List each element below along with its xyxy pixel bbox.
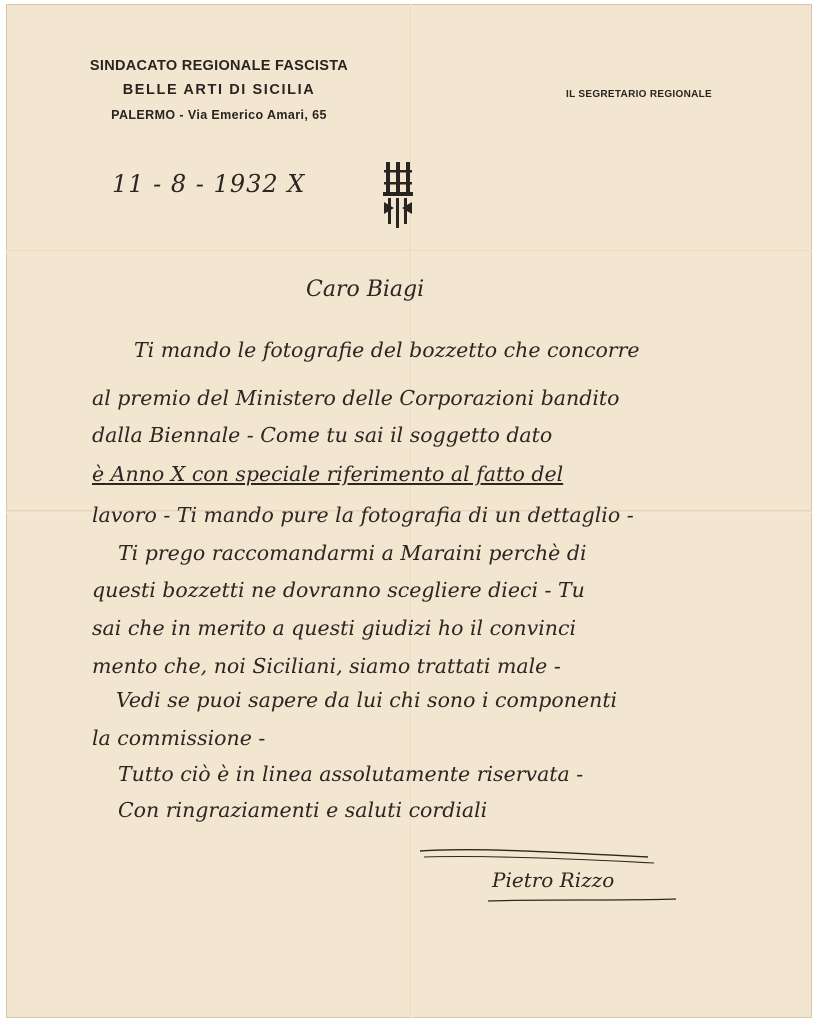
- signature: Pietro Rizzo: [492, 868, 615, 892]
- letter-line: la commissione -: [92, 726, 266, 750]
- letter-line: questi bozzetti ne dovranno scegliere dieci - Tu: [92, 578, 585, 602]
- letterhead: [64, 58, 374, 122]
- letterhead-organization: SINDACATO REGIONALE FASCISTA: [89, 58, 349, 74]
- letterhead-section: BELLE ARTI DI SICILIA: [122, 82, 316, 98]
- letterhead-secretary: IL SEGRETARIO REGIONALE: [566, 89, 712, 100]
- letter-line: Ti prego raccomandarmi a Maraini perchè di: [118, 541, 587, 565]
- letter-line: Vedi se puoi sapere da lui chi sono i componenti: [116, 688, 618, 712]
- fold-crease-upper: [6, 250, 812, 252]
- letter-line: dalla Biennale - Come tu sai il soggetto dato: [92, 423, 553, 447]
- letter-line: Ti mando le fotografie del bozzetto che concorre: [134, 338, 640, 362]
- letter-line: lavoro - Ti mando pure la fotografia di un dettaglio -: [92, 503, 634, 527]
- letter-line: sai che in merito a questi giudizi ho il convinci: [92, 616, 577, 640]
- letter-line: è Anno X con speciale riferimento al fatto del: [92, 462, 564, 486]
- letter-salutation: Caro Biagi: [306, 277, 425, 302]
- letterhead-address: PALERMO - Via Emerico Amari, 65: [111, 108, 327, 122]
- letter-line: Tutto ciò è in linea assolutamente riservata -: [118, 762, 584, 786]
- letter-line: Con ringraziamenti e saluti cordiali: [118, 798, 488, 822]
- letter-date: 11 - 8 - 1932 X: [112, 170, 306, 198]
- letter-line: al premio del Ministero delle Corporazioni bandito: [92, 386, 620, 410]
- letter-line: mento che, noi Siciliani, siamo trattati male -: [92, 654, 561, 678]
- fasces-emblem-icon: [380, 160, 416, 232]
